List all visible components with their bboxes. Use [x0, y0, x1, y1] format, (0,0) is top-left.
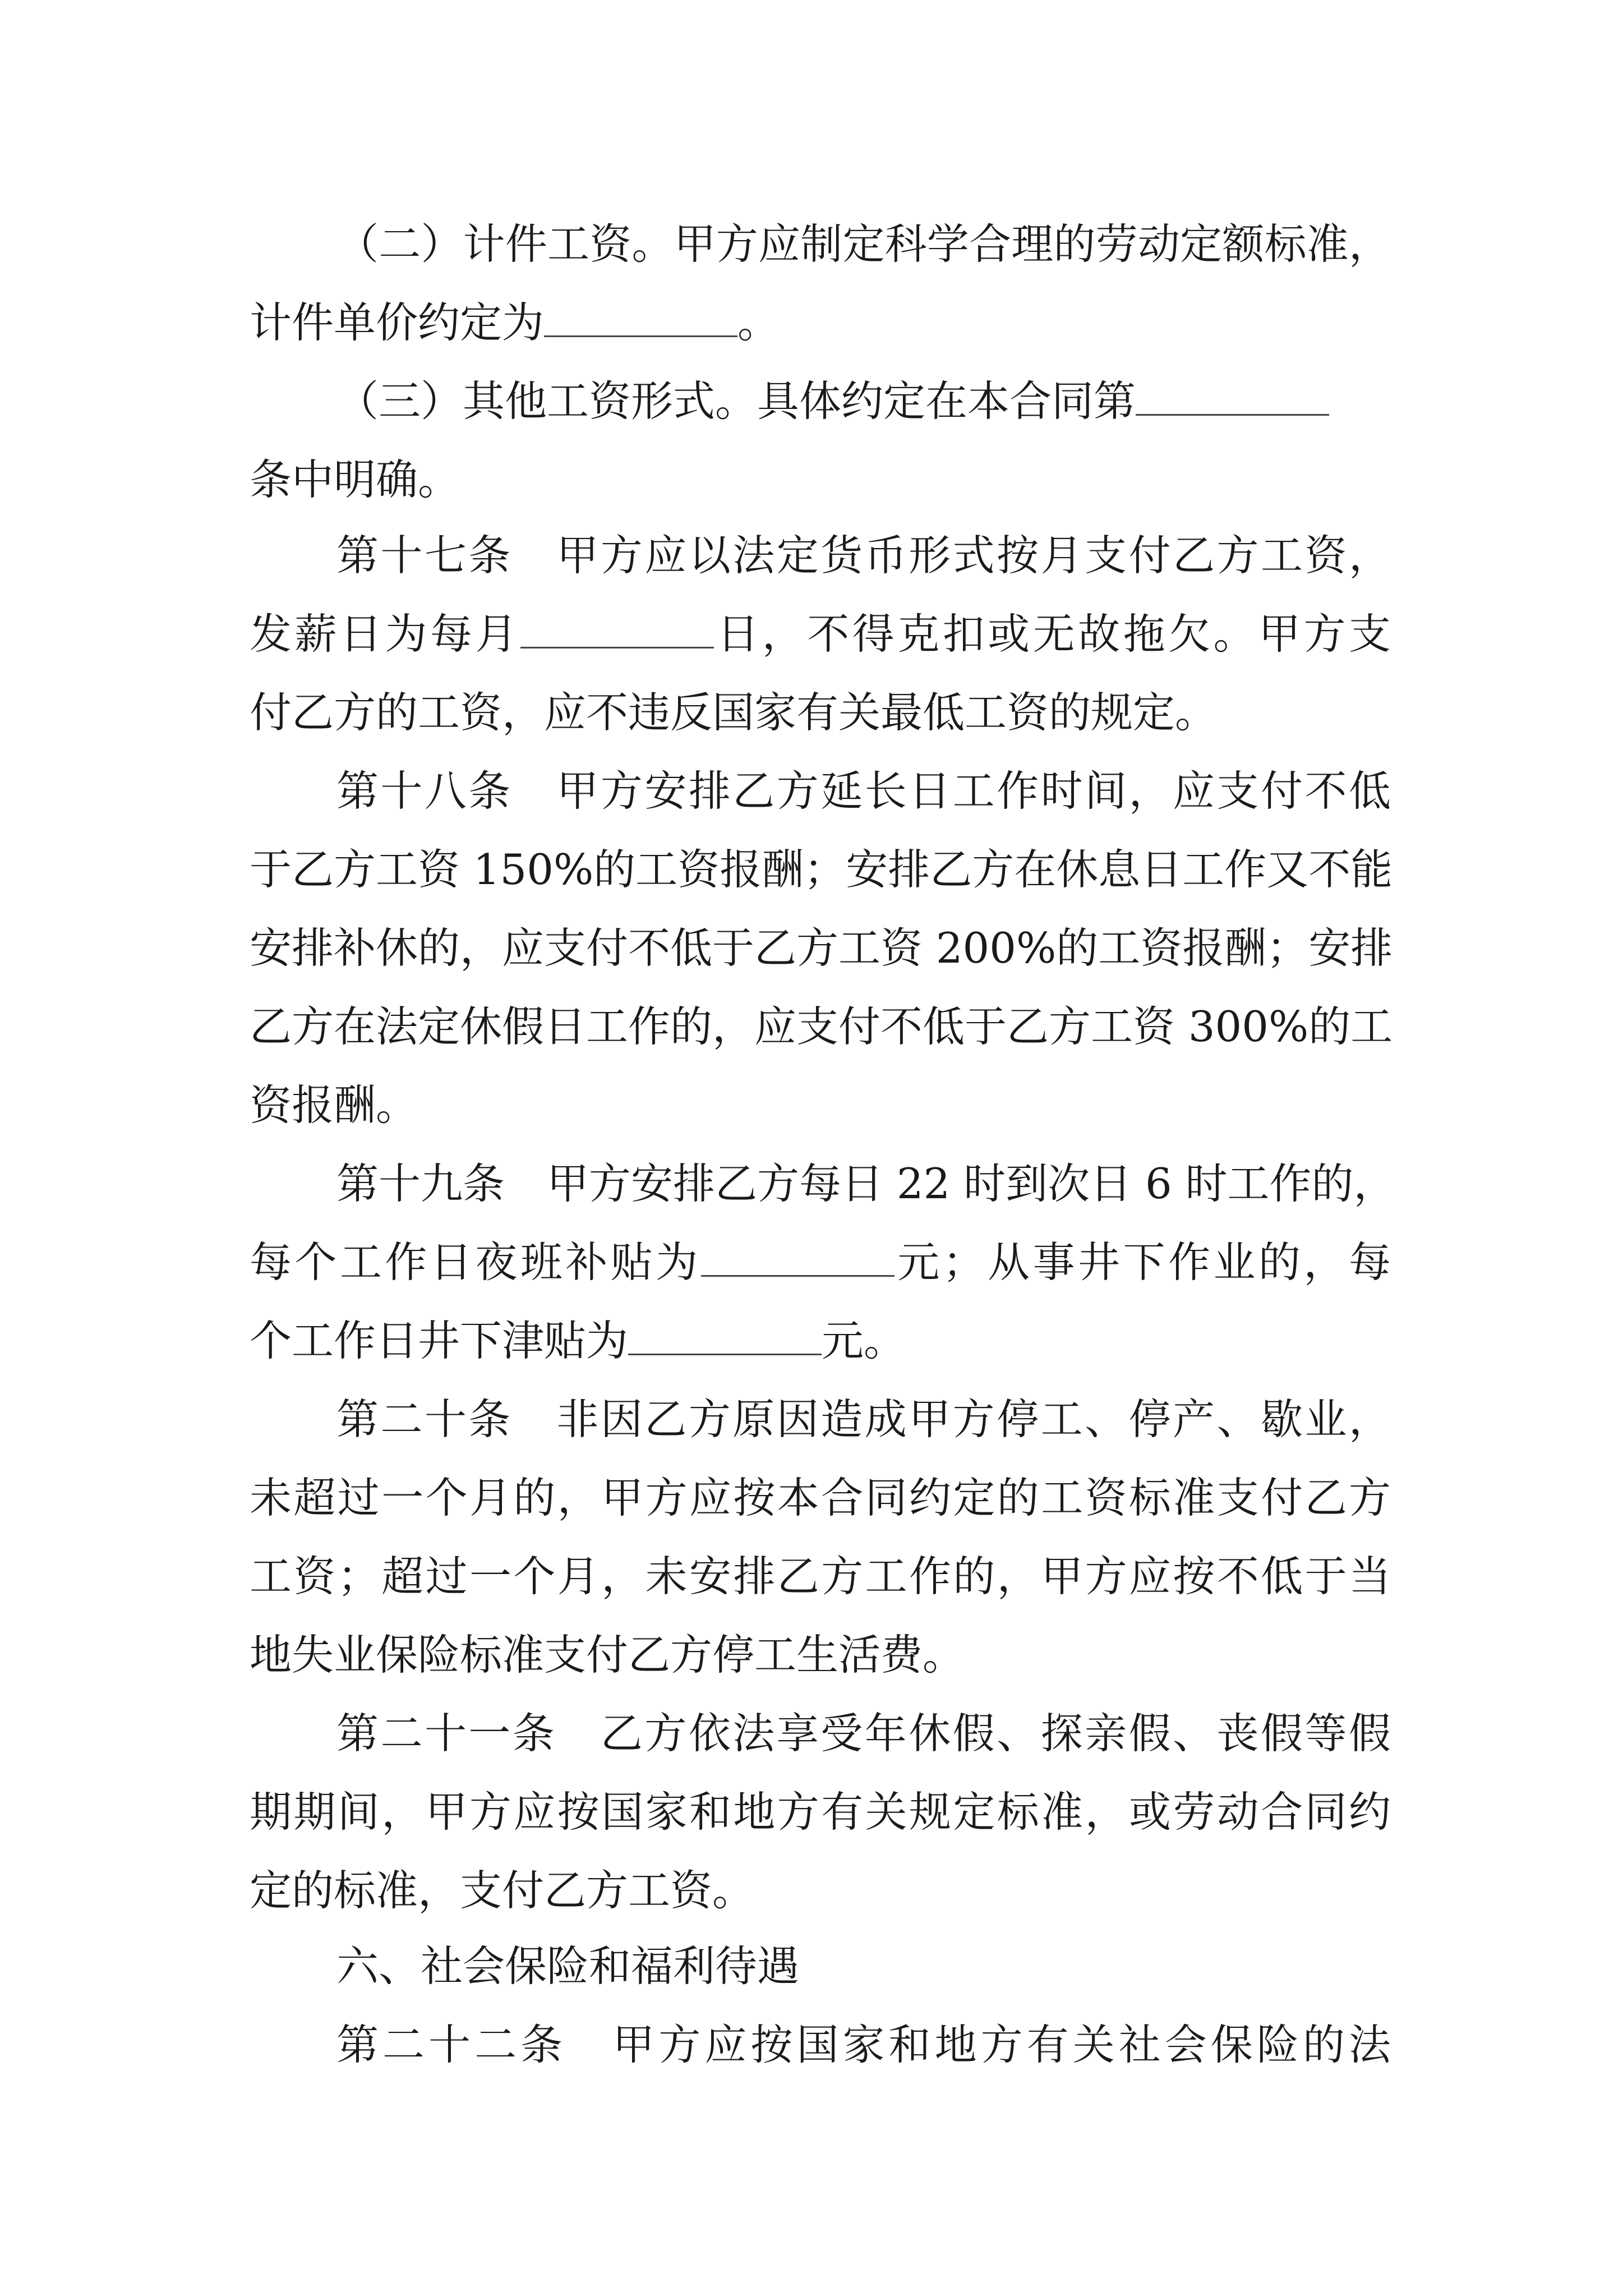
- line-text: 每个工作日夜班补贴为: [250, 1237, 701, 1287]
- text-line: 未超过一个月的，甲方应按本合同约定的工资标准支付乙方: [250, 1473, 1391, 1522]
- line-text: 日，不得克扣或无故拖欠。甲方支: [713, 609, 1391, 659]
- line-text: 个工作日井下津贴为: [250, 1316, 629, 1365]
- line-text: 。: [737, 298, 780, 347]
- text-line: 第二十条 非因乙方原因造成甲方停工、停产、歇业，: [336, 1395, 1391, 1444]
- line-text: （三）其他工资形式。具体约定在本合同第: [336, 376, 1136, 426]
- text-line: 安排补休的，应支付不低于乙方工资 200%的工资报酬；安排: [250, 923, 1393, 973]
- text-line: 第十七条 甲方应以法定货币形式按月支付乙方工资，: [336, 531, 1391, 580]
- text-line: 第二十二条 甲方应按国家和地方有关社会保险的法: [336, 2020, 1391, 2069]
- text-line: 第十八条 甲方安排乙方延长日工作时间，应支付不低: [336, 766, 1391, 816]
- line-text: 计件单价约定为: [250, 298, 545, 347]
- text-line: 条中明确。: [250, 455, 460, 504]
- fill-in-blank[interactable]: [544, 295, 737, 337]
- text-line: 第二十一条 乙方依法享受年休假、探亲假、丧假等假: [336, 1709, 1391, 1758]
- fill-in-blank[interactable]: [1136, 374, 1329, 416]
- fill-in-blank[interactable]: [701, 1235, 895, 1277]
- fill-in-blank[interactable]: [628, 1313, 822, 1355]
- fill-in-blank[interactable]: [520, 606, 714, 648]
- text-line: （二）计件工资。甲方应制定科学合理的劳动定额标准，: [336, 219, 1391, 269]
- section-heading: 六、社会保险和福利待遇: [336, 1941, 800, 1991]
- text-line: 地失业保险标准支付乙方停工生活费。: [250, 1630, 965, 1680]
- line-text: 元。: [822, 1316, 906, 1365]
- text-line: 资报酬。: [250, 1080, 418, 1130]
- text-line: 第十九条 甲方安排乙方每日 22 时到次日 6 时工作的，: [336, 1159, 1396, 1208]
- line-text: 发薪日为每月: [250, 609, 520, 659]
- text-line: 付乙方的工资，应不违反国家有关最低工资的规定。: [250, 688, 1218, 737]
- text-line: 工资；超过一个月，未安排乙方工作的，甲方应按不低于当: [250, 1552, 1391, 1601]
- text-line: 于乙方工资 150%的工资报酬；安排乙方在休息日工作又不能: [250, 845, 1393, 894]
- text-line: 期期间，甲方应按国家和地方有关规定标准，或劳动合同约: [250, 1787, 1391, 1837]
- text-line: 定的标准，支付乙方工资。: [250, 1866, 755, 1915]
- text-line: 乙方在法定休假日工作的，应支付不低于乙方工资 300%的工: [250, 1002, 1393, 1051]
- line-text: 元；从事井下作业的，每: [894, 1237, 1391, 1287]
